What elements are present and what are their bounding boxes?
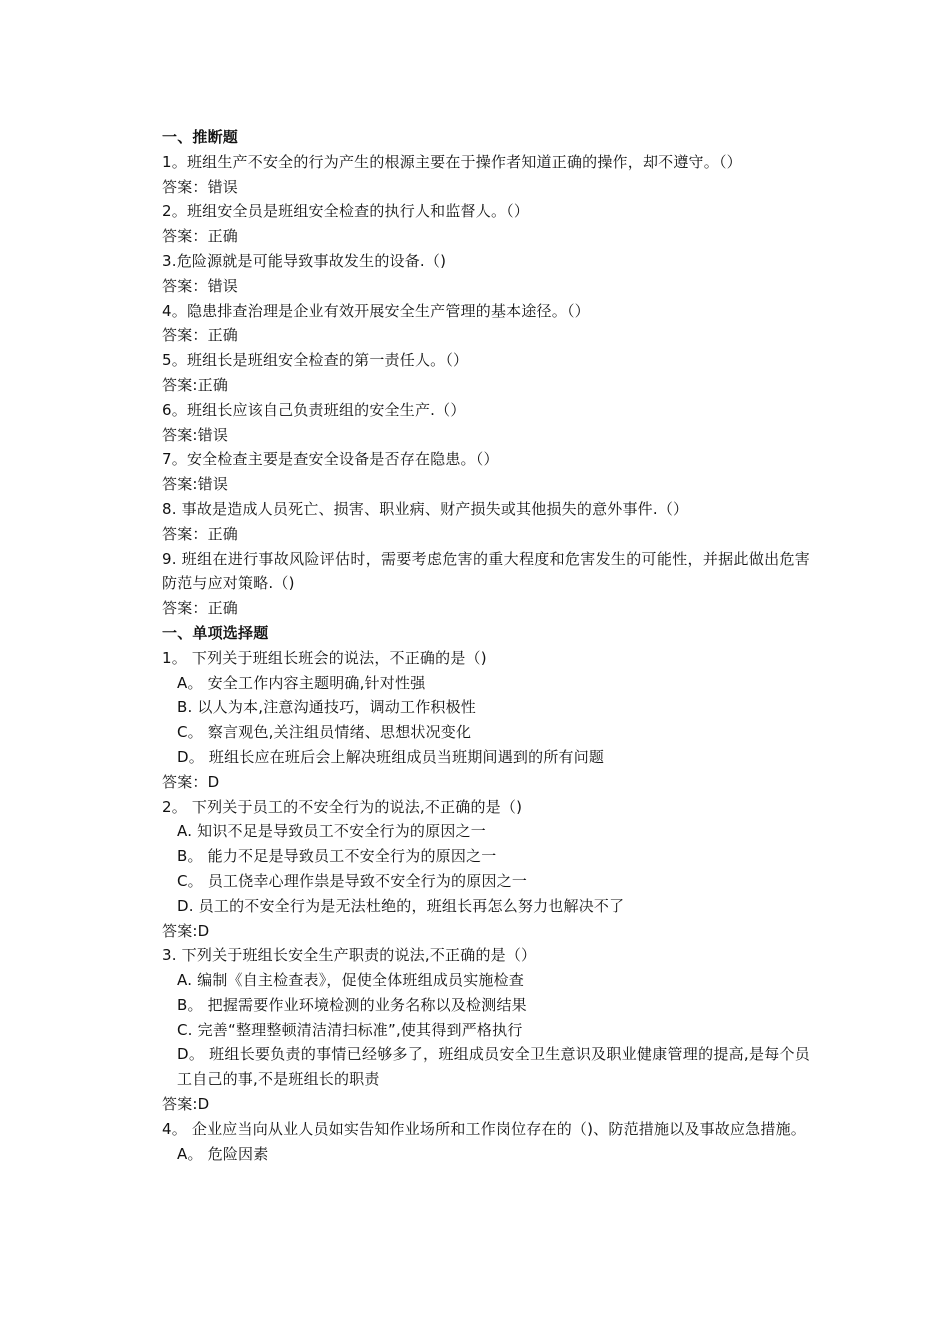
answer-text: 答案：正确 <box>162 227 239 246</box>
question-text: 8. 事故是造成人员死亡、损害、职业病、财产损失或其他损失的意外事件.（） <box>162 499 689 518</box>
option-text: D. 员工的不安全行为是无法杜绝的，班组长再怎么努力也解决不了 <box>177 896 625 915</box>
option-text: A。 危险因素 <box>177 1144 269 1163</box>
question-text: 1。班组生产不安全的行为产生的根源主要在于操作者知道正确的操作，却不遵守。（） <box>162 152 742 171</box>
question-text: 2。 下列关于员工的不安全行为的说法,不正确的是（) <box>162 797 523 816</box>
answer-text: 答案:错误 <box>162 425 229 444</box>
option-text: B. 以人为本,注意沟通技巧，调动工作积极性 <box>177 698 476 717</box>
option-text: B。 能力不足是导致员工不安全行为的原因之一 <box>177 847 497 866</box>
option-text: A. 编制《自主检查表》，促使全体班组成员实施检查 <box>177 971 525 990</box>
answer-text: 答案：正确 <box>162 524 239 543</box>
option-text: C. 完善“整理整顿清洁清扫标准”,使其得到严格执行 <box>177 1020 523 1039</box>
question-text: 4。 企业应当向从业人员如实告知作业场所和工作岗位存在的（)、防范措施以及事故应急措施。 <box>162 1119 806 1138</box>
answer-text: 答案:D <box>162 1095 210 1114</box>
answer-text: 答案：正确 <box>162 599 239 618</box>
question-text: 7。安全检查主要是查安全设备是否存在隐患。（） <box>162 450 499 469</box>
answer-text: 答案：正确 <box>162 326 239 345</box>
section-heading-judgment: 一、推断题 <box>162 128 239 146</box>
answer-text: 答案:正确 <box>162 375 229 394</box>
option-text: C。 员工侥幸心理作祟是导致不安全行为的原因之一 <box>177 871 528 890</box>
question-text: 3. 下列关于班组长安全生产职责的说法,不正确的是（） <box>162 946 537 965</box>
answer-text: 答案：错误 <box>162 177 239 196</box>
document-body <box>162 125 810 1166</box>
answer-text: 答案：D <box>162 772 220 791</box>
question-text: 4。隐患排查治理是企业有效开展安全生产管理的基本途径。（） <box>162 301 590 320</box>
question-text: 6。班组长应该自己负责班组的安全生产.（） <box>162 400 466 419</box>
option-text: B。 把握需要作业环境检测的业务名称以及检测结果 <box>177 995 527 1014</box>
question-text: 5。班组长是班组安全检查的第一责任人。（） <box>162 351 469 370</box>
option-text: A. 知识不足是导致员工不安全行为的原因之一 <box>177 822 486 841</box>
question-text: 1。 下列关于班组长班会的说法，不正确的是（) <box>162 648 487 667</box>
section-heading-single-choice: 一、单项选择题 <box>162 623 269 642</box>
option-text: C。 察言观色,关注组员情绪、思想状况变化 <box>177 723 472 742</box>
question-text: 3.危险源就是可能导致事故发生的设备.（) <box>162 251 447 270</box>
answer-text: 答案:错误 <box>162 475 229 494</box>
answer-text: 答案：错误 <box>162 276 239 295</box>
option-text: A。 安全工作内容主题明确,针对性强 <box>177 673 426 692</box>
option-text: D。 班组长应在班后会上解决班组成员当班期间遇到的所有问题 <box>177 747 605 766</box>
option-text: D。 班组长要负责的事情已经够多了，班组成员安全卫生意识及职业健康管理的提高,是每个员工自己的事,不是班组长的职责 <box>177 1045 810 1089</box>
question-text: 2。班组安全员是班组安全检查的执行人和监督人。（） <box>162 202 530 221</box>
answer-text: 答案:D <box>162 921 210 940</box>
question-text: 9. 班组在进行事故风险评估时，需要考虑危害的重大程度和危害发生的可能性，并据此做出危害防范与应对策略.（) <box>162 549 810 593</box>
